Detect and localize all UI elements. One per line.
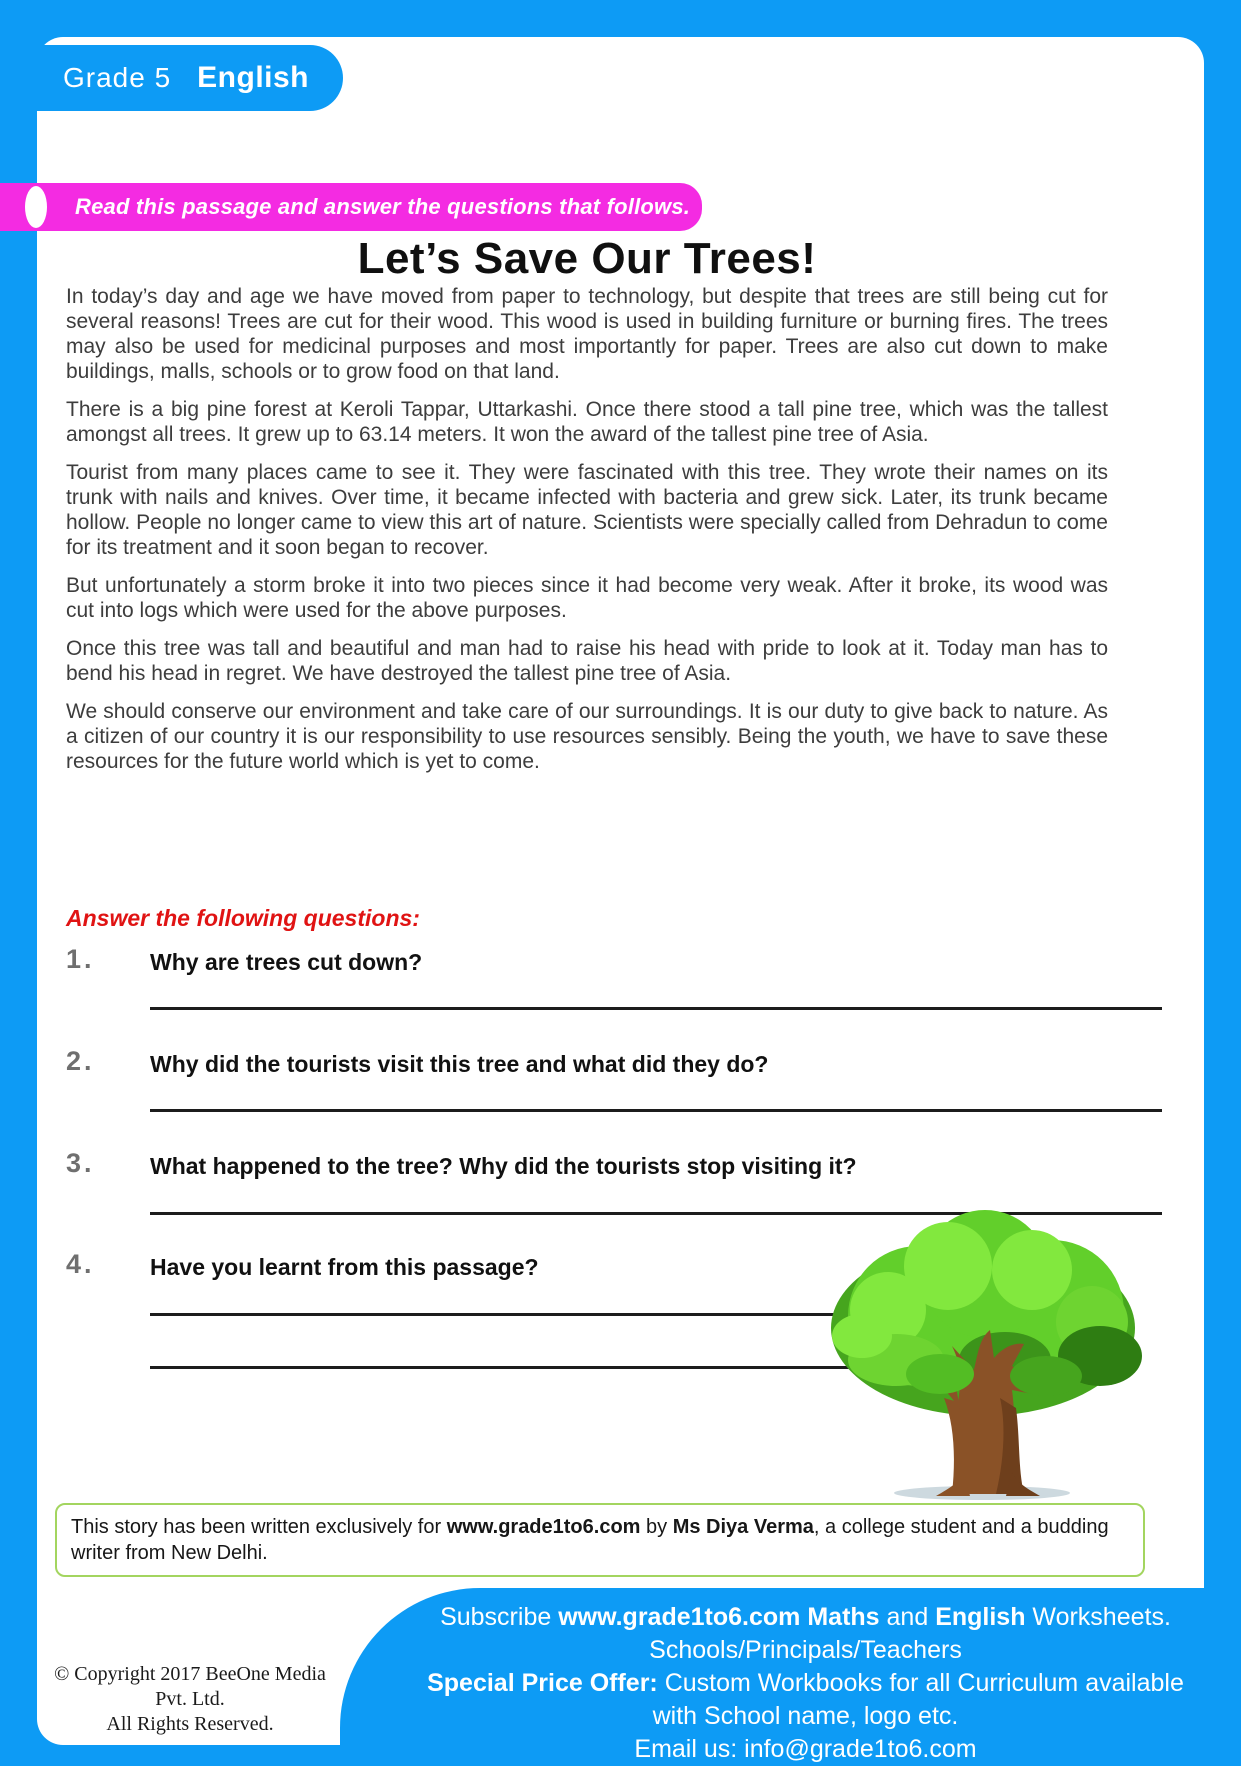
question-number: 3. xyxy=(66,1148,95,1178)
footer-offer-label: Special Price Offer: xyxy=(427,1669,658,1697)
passage-paragraph: We should conserve our environment and take care of our surroundings. It is our duty to give back to nature. As a citizen of our country it is our responsibility to use resources sensibly. Being the youth, we have to save these resources for the future world which is yet to come. xyxy=(66,700,1108,773)
credit-box xyxy=(55,1503,1145,1577)
answer-line xyxy=(150,1366,900,1369)
question-text: Have you learnt from this passage? xyxy=(150,1254,539,1280)
subject-label: English xyxy=(197,61,310,94)
question-text: Why did the tourists visit this tree and what did they do? xyxy=(150,1051,769,1077)
passage-title: Let’s Save Our Trees! xyxy=(357,234,817,283)
footer-line-audience: Schools/Principals/Teachers xyxy=(649,1636,962,1664)
footer-line-subscribe xyxy=(425,1601,1186,1634)
passage-paragraph: There is a big pine forest at Keroli Tappar, Uttarkashi. Once there stood a tall pine tree, which was the tallest amongst all trees. It grew up to 63.14 meters. It won the award of the tallest pine tree of Asia. xyxy=(66,398,1108,446)
passage-paragraph: Tourist from many places came to see it. They were fascinated with this tree. They wrote their names on its trunk with nails and knives. Over time, it became infected with bacteria and grew sick. Later, its trunk became hollow. People no longer came to view this art of nature. Scientists were specially called from Dehradun to come for its treatment and it soon began to recover. xyxy=(66,461,1108,559)
footer-line-school: with School name, logo etc. xyxy=(652,1702,959,1730)
copyright-line: All Rights Reserved. xyxy=(106,1713,274,1735)
passage-body xyxy=(66,284,1108,787)
footer-text-segment: Worksheets. xyxy=(1025,1603,1171,1631)
footer-text-segment: English xyxy=(935,1603,1026,1631)
question-text: What happened to the tree? Why did the tourists stop visiting it? xyxy=(150,1153,857,1179)
footer-text-segment: Custom Workbooks for all Curriculum available xyxy=(657,1669,1184,1697)
footer-text-segment: Subscribe xyxy=(440,1603,559,1631)
question-number: 1. xyxy=(66,944,95,974)
footer-site-link: www.grade1to6.com Maths xyxy=(558,1603,880,1631)
oval-marker-icon xyxy=(25,186,47,228)
credit-text-segment: , a college student and a budding writer from New Delhi. xyxy=(71,1516,1109,1564)
instruction-banner xyxy=(0,183,702,231)
tree-illustration xyxy=(800,1210,1160,1502)
credit-author-name: Ms Diya Verma xyxy=(672,1516,814,1538)
question-number: 4. xyxy=(66,1249,95,1279)
footer-subscribe-box xyxy=(340,1588,1241,1763)
question-number: 2. xyxy=(66,1046,95,1076)
grade-subject-tab xyxy=(37,45,343,111)
answer-line xyxy=(150,1313,902,1316)
instruction-text: Read this passage and answer the questions that follows. xyxy=(75,194,691,219)
question-text: Why are trees cut down? xyxy=(150,949,423,975)
credit-text-segment: This story has been written exclusively for xyxy=(71,1516,447,1538)
footer-text-segment: and xyxy=(879,1603,936,1631)
answer-line xyxy=(150,1007,1162,1010)
copyright-line: © Copyright 2017 BeeOne Media Pvt. Ltd. xyxy=(54,1663,326,1710)
grade-label: Grade 5 xyxy=(63,62,172,93)
questions-heading: Answer the following questions: xyxy=(66,905,420,931)
footer-line-email: Email us: info@grade1to6.com xyxy=(634,1735,977,1763)
credit-text-segment: by xyxy=(640,1516,673,1538)
passage-paragraph: In today’s day and age we have moved from paper to technology, but despite that trees are still being cut for several reasons! Trees are cut for their wood. This wood is used in building furniture or burning fires. The trees may also be used for medicinal purposes and most importantly for paper. Trees are also cut down to make buildings, malls, schools or to grow food on that land. xyxy=(66,285,1108,383)
passage-paragraph: But unfortunately a storm broke it into two pieces since it had become very weak. After it broke, its wood was cut into logs which were used for the above purposes. xyxy=(66,574,1108,622)
credit-site-link: www.grade1to6.com xyxy=(446,1516,641,1538)
answer-line xyxy=(150,1109,1162,1112)
copyright-notice xyxy=(42,1662,338,1737)
passage-paragraph: Once this tree was tall and beautiful and man had to raise his head with pride to look at it. Today man has to bend his head in regret. We have destroyed the tallest pine tree of Asia. xyxy=(66,637,1108,685)
footer-line-offer xyxy=(425,1667,1186,1700)
